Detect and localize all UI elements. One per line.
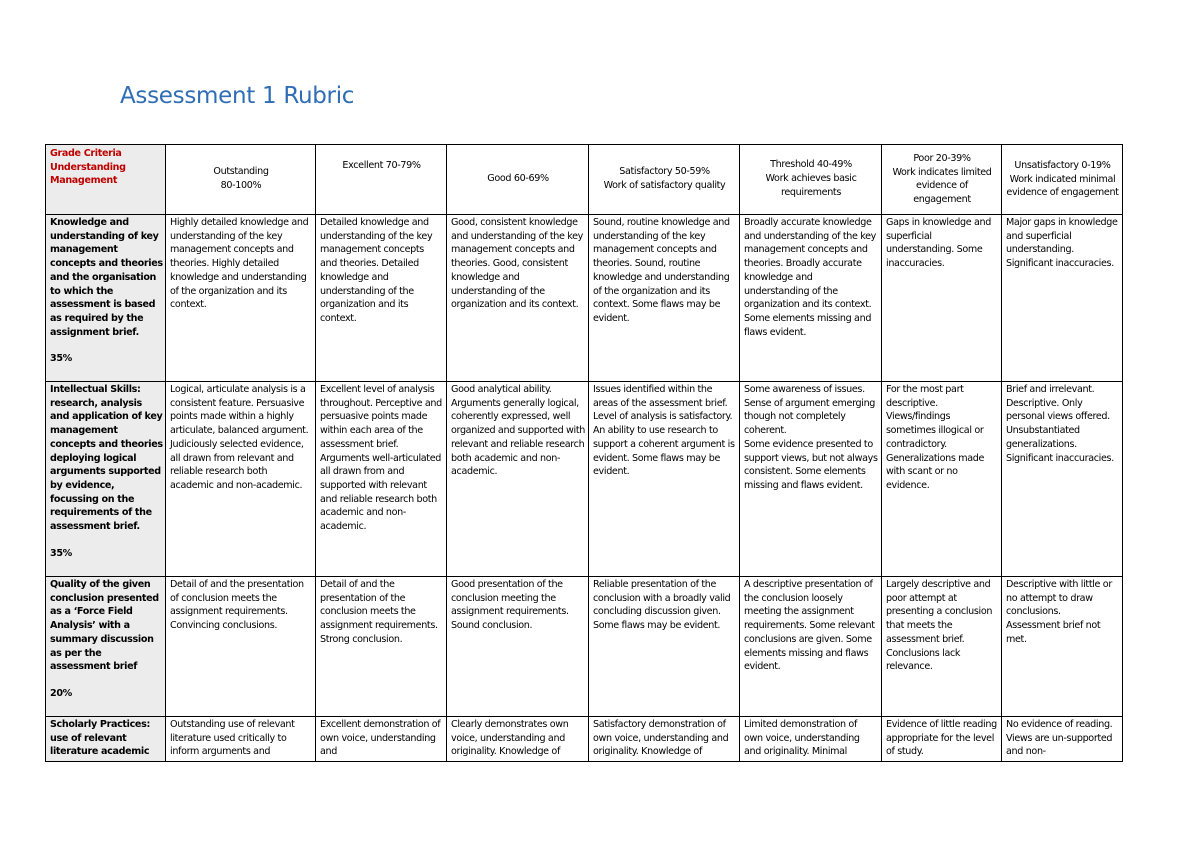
rubric-cell: Major gaps in knowledge and superficial understanding. Significant inaccuracies. xyxy=(1002,215,1123,382)
rubric-cell: Good presentation of the conclusion meeting the assignment requirements. Sound conclusion. xyxy=(447,577,589,717)
grade-header-satisfactory: Satisfactory 50-59% Work of satisfactory quality xyxy=(589,145,740,215)
rubric-cell: Broadly accurate knowledge and understanding of the key management concepts and theories. Broadly accurate knowledge and understanding of the organization and its context. Some elements missing and flaws evident. xyxy=(740,215,882,382)
criterion-cell: Quality of the given conclusion presented as a ‘Force Field Analysis’ with a summary discussion as per the assessment brief 20% xyxy=(46,577,166,717)
rubric-cell: Reliable presentation of the conclusion with a broadly valid concluding discussion given. Some flaws may be evident. xyxy=(589,577,740,717)
grade-header-unsatisfactory: Unsatisfactory 0-19% Work indicated minimal evidence of engagement xyxy=(1002,145,1123,215)
rubric-cell: Brief and irrelevant. Descriptive. Only personal views offered. Unsubstantiated generalizations. Significant inaccuracies. xyxy=(1002,382,1123,577)
criterion-weight: 35% xyxy=(50,547,72,559)
document-title: Assessment 1 Rubric xyxy=(120,83,355,109)
rubric-table xyxy=(45,144,1123,762)
rubric-cell: Detailed knowledge and understanding of the key management concepts and theories. Detailed knowledge and understanding of the organization and its context. xyxy=(316,215,447,382)
rubric-cell: Excellent level of analysis throughout. Perceptive and persuasive points made within each area of the assessment brief. Arguments well-articulated all drawn from and supported with relevant and reliable research both academic and non-academic. xyxy=(316,382,447,577)
rubric-cell: Excellent demonstration of own voice, understanding and xyxy=(316,717,447,762)
header-row xyxy=(46,145,1123,215)
rubric-row-knowledge xyxy=(46,215,1123,382)
rubric-cell: Detail of and the presentation of the conclusion meets the assignment requirements. Strong conclusion. xyxy=(316,577,447,717)
rubric-cell: Good analytical ability. Arguments generally logical, coherently expressed, well organized and supported with relevant and reliable research both academic and non-academic. xyxy=(447,382,589,577)
grade-header-poor: Poor 20-39% Work indicates limited evidence of engagement xyxy=(882,145,1002,215)
rubric-cell: Good, consistent knowledge and understanding of the key management concepts and theories. Good, consistent knowledge and understanding of the organization and its context. xyxy=(447,215,589,382)
grade-header-good: Good 60-69% xyxy=(447,145,589,215)
criterion-cell: Intellectual Skills: research, analysis and application of key management concepts and theories deploying logical arguments supported by evidence, focussing on the requirements of the assessment brief. 35% xyxy=(46,382,166,577)
rubric-row-scholarly-practices xyxy=(46,717,1123,762)
criterion-weight: 35% xyxy=(50,353,72,365)
rubric-cell: Some awareness of issues. Sense of argument emerging though not completely coherent. Some evidence presented to support views, but not always consistent. Some elements missing and flaws evident. xyxy=(740,382,882,577)
rubric-cell: A descriptive presentation of the conclusion loosely meeting the assignment requirements. Some relevant conclusions are given. Some elements missing and flaws evident. xyxy=(740,577,882,717)
rubric-cell: For the most part descriptive. Views/findings sometimes illogical or contradictory. Generalizations made with scant or no evidence. xyxy=(882,382,1002,577)
criterion-cell: Scholarly Practices: use of relevant literature academic xyxy=(46,717,166,762)
rubric-cell: Highly detailed knowledge and understanding of the key management concepts and theories. Highly detailed knowledge and understanding of the organization and its context. xyxy=(166,215,316,382)
rubric-cell: Issues identified within the areas of the assessment brief. Level of analysis is satisfactory. An ability to use research to support a coherent argument is evident. Some flaws may be evident. xyxy=(589,382,740,577)
rubric-cell: No evidence of reading. Views are un-supported and non- xyxy=(1002,717,1123,762)
rubric-cell: Clearly demonstrates own voice, understanding and originality. Knowledge of xyxy=(447,717,589,762)
criterion-cell: Knowledge and understanding of key management concepts and theories and the organisation to which the assessment is based as required by the assignment brief. 35% xyxy=(46,215,166,382)
rubric-cell: Detail of and the presentation of conclusion meets the assignment requirements. Convincing conclusions. xyxy=(166,577,316,717)
rubric-cell: Gaps in knowledge and superficial understanding. Some inaccuracies. xyxy=(882,215,1002,382)
rubric-cell: Evidence of little reading appropriate for the level of study. xyxy=(882,717,1002,762)
criterion-weight: 20% xyxy=(50,687,72,699)
grade-header-threshold: Threshold 40-49% Work achieves basic requirements xyxy=(740,145,882,215)
grade-header-outstanding: Outstanding 80-100% xyxy=(166,145,316,215)
rubric-cell: Sound, routine knowledge and understanding of the key management concepts and theories. Sound, routine knowledge and understanding of the organization and its context. Some flaws may be evident. xyxy=(589,215,740,382)
rubric-cell: Logical, articulate analysis is a consistent feature. Persuasive points made within a highly articulate, balanced argument. Judiciously selected evidence, all drawn from relevant and reliable research both academic and non-academic. xyxy=(166,382,316,577)
rubric-cell: Descriptive with little or no attempt to draw conclusions. Assessment brief not met. xyxy=(1002,577,1123,717)
rubric-cell: Limited demonstration of own voice, understanding and originality. Minimal xyxy=(740,717,882,762)
rubric-cell: Largely descriptive and poor attempt at presenting a conclusion that meets the assessment brief. Conclusions lack relevance. xyxy=(882,577,1002,717)
grade-header-excellent: Excellent 70-79% xyxy=(316,145,447,215)
rubric-cell: Outstanding use of relevant literature used critically to inform arguments and xyxy=(166,717,316,762)
rubric-row-intellectual-skills xyxy=(46,382,1123,577)
rubric-row-conclusion xyxy=(46,577,1123,717)
rubric-cell: Satisfactory demonstration of own voice, understanding and originality. Knowledge of xyxy=(589,717,740,762)
criteria-header: Grade Criteria Understanding Management xyxy=(46,145,166,215)
